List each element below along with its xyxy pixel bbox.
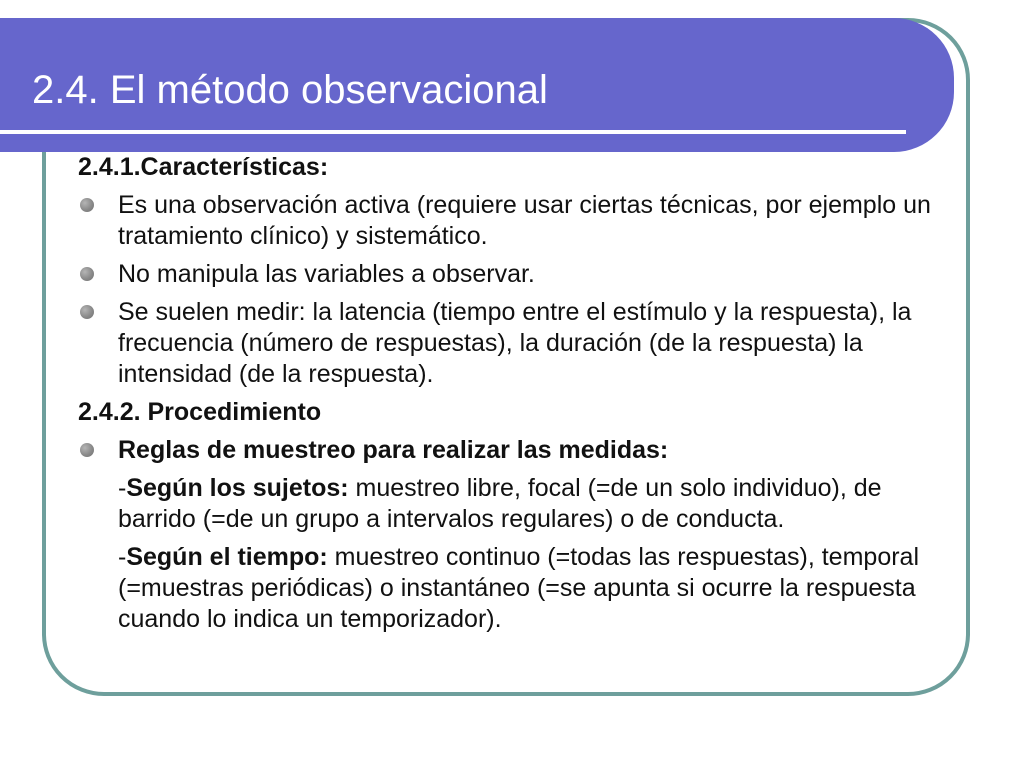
bullet-item: [78, 297, 948, 390]
sub-text-sujetos: muestreo libre, focal (=de un solo individuo), de barrido (=de un grupo a intervalos regulares) o de conducta.: [118, 474, 882, 533]
bullet-dot-icon: [80, 305, 94, 319]
bullet-text: Se suelen medir: la latencia (tiempo entre el estímulo y la respuesta), la frecuencia (número de respuestas), la duración (de la respuesta) la intensidad (de la respuesta).: [118, 298, 912, 388]
bullet-text: No manipula las variables a observar.: [118, 260, 535, 288]
sub-item-sujetos: [78, 473, 948, 535]
bullet-text-bold: Reglas de muestreo para realizar las medidas:: [118, 436, 669, 464]
sub-label-tiempo: Según el tiempo:: [126, 543, 328, 571]
section-heading-caracteristicas: 2.4.1.Características:: [78, 153, 329, 181]
sub-text-tiempo: muestreo continuo (=todas las respuestas), temporal (=muestras periódicas) o instantáneo (=se apunta si ocurre la respuesta cuando lo indica un temporizador).: [118, 543, 920, 633]
section-heading-procedimiento: 2.4.2. Procedimiento: [78, 398, 322, 426]
bullet-dot-icon: [80, 267, 94, 281]
slide-content: [78, 152, 948, 642]
sub-item-tiempo: [78, 542, 948, 635]
bullet-text: Es una observación activa (requiere usar ciertas técnicas, por ejemplo un tratamiento clínico) y sistemático.: [118, 191, 931, 250]
bullet-item: [78, 259, 948, 290]
bullet-dot-icon: [80, 443, 94, 457]
sub-dash: -: [118, 474, 127, 502]
title-underline: [0, 130, 906, 134]
slide-title: 2.4. El método observacional: [32, 68, 548, 112]
sub-label-sujetos: Según los sujetos:: [126, 474, 349, 502]
bullet-item: [78, 435, 948, 466]
bullet-item: [78, 190, 948, 252]
sub-dash: -: [118, 543, 127, 571]
bullet-dot-icon: [80, 198, 94, 212]
